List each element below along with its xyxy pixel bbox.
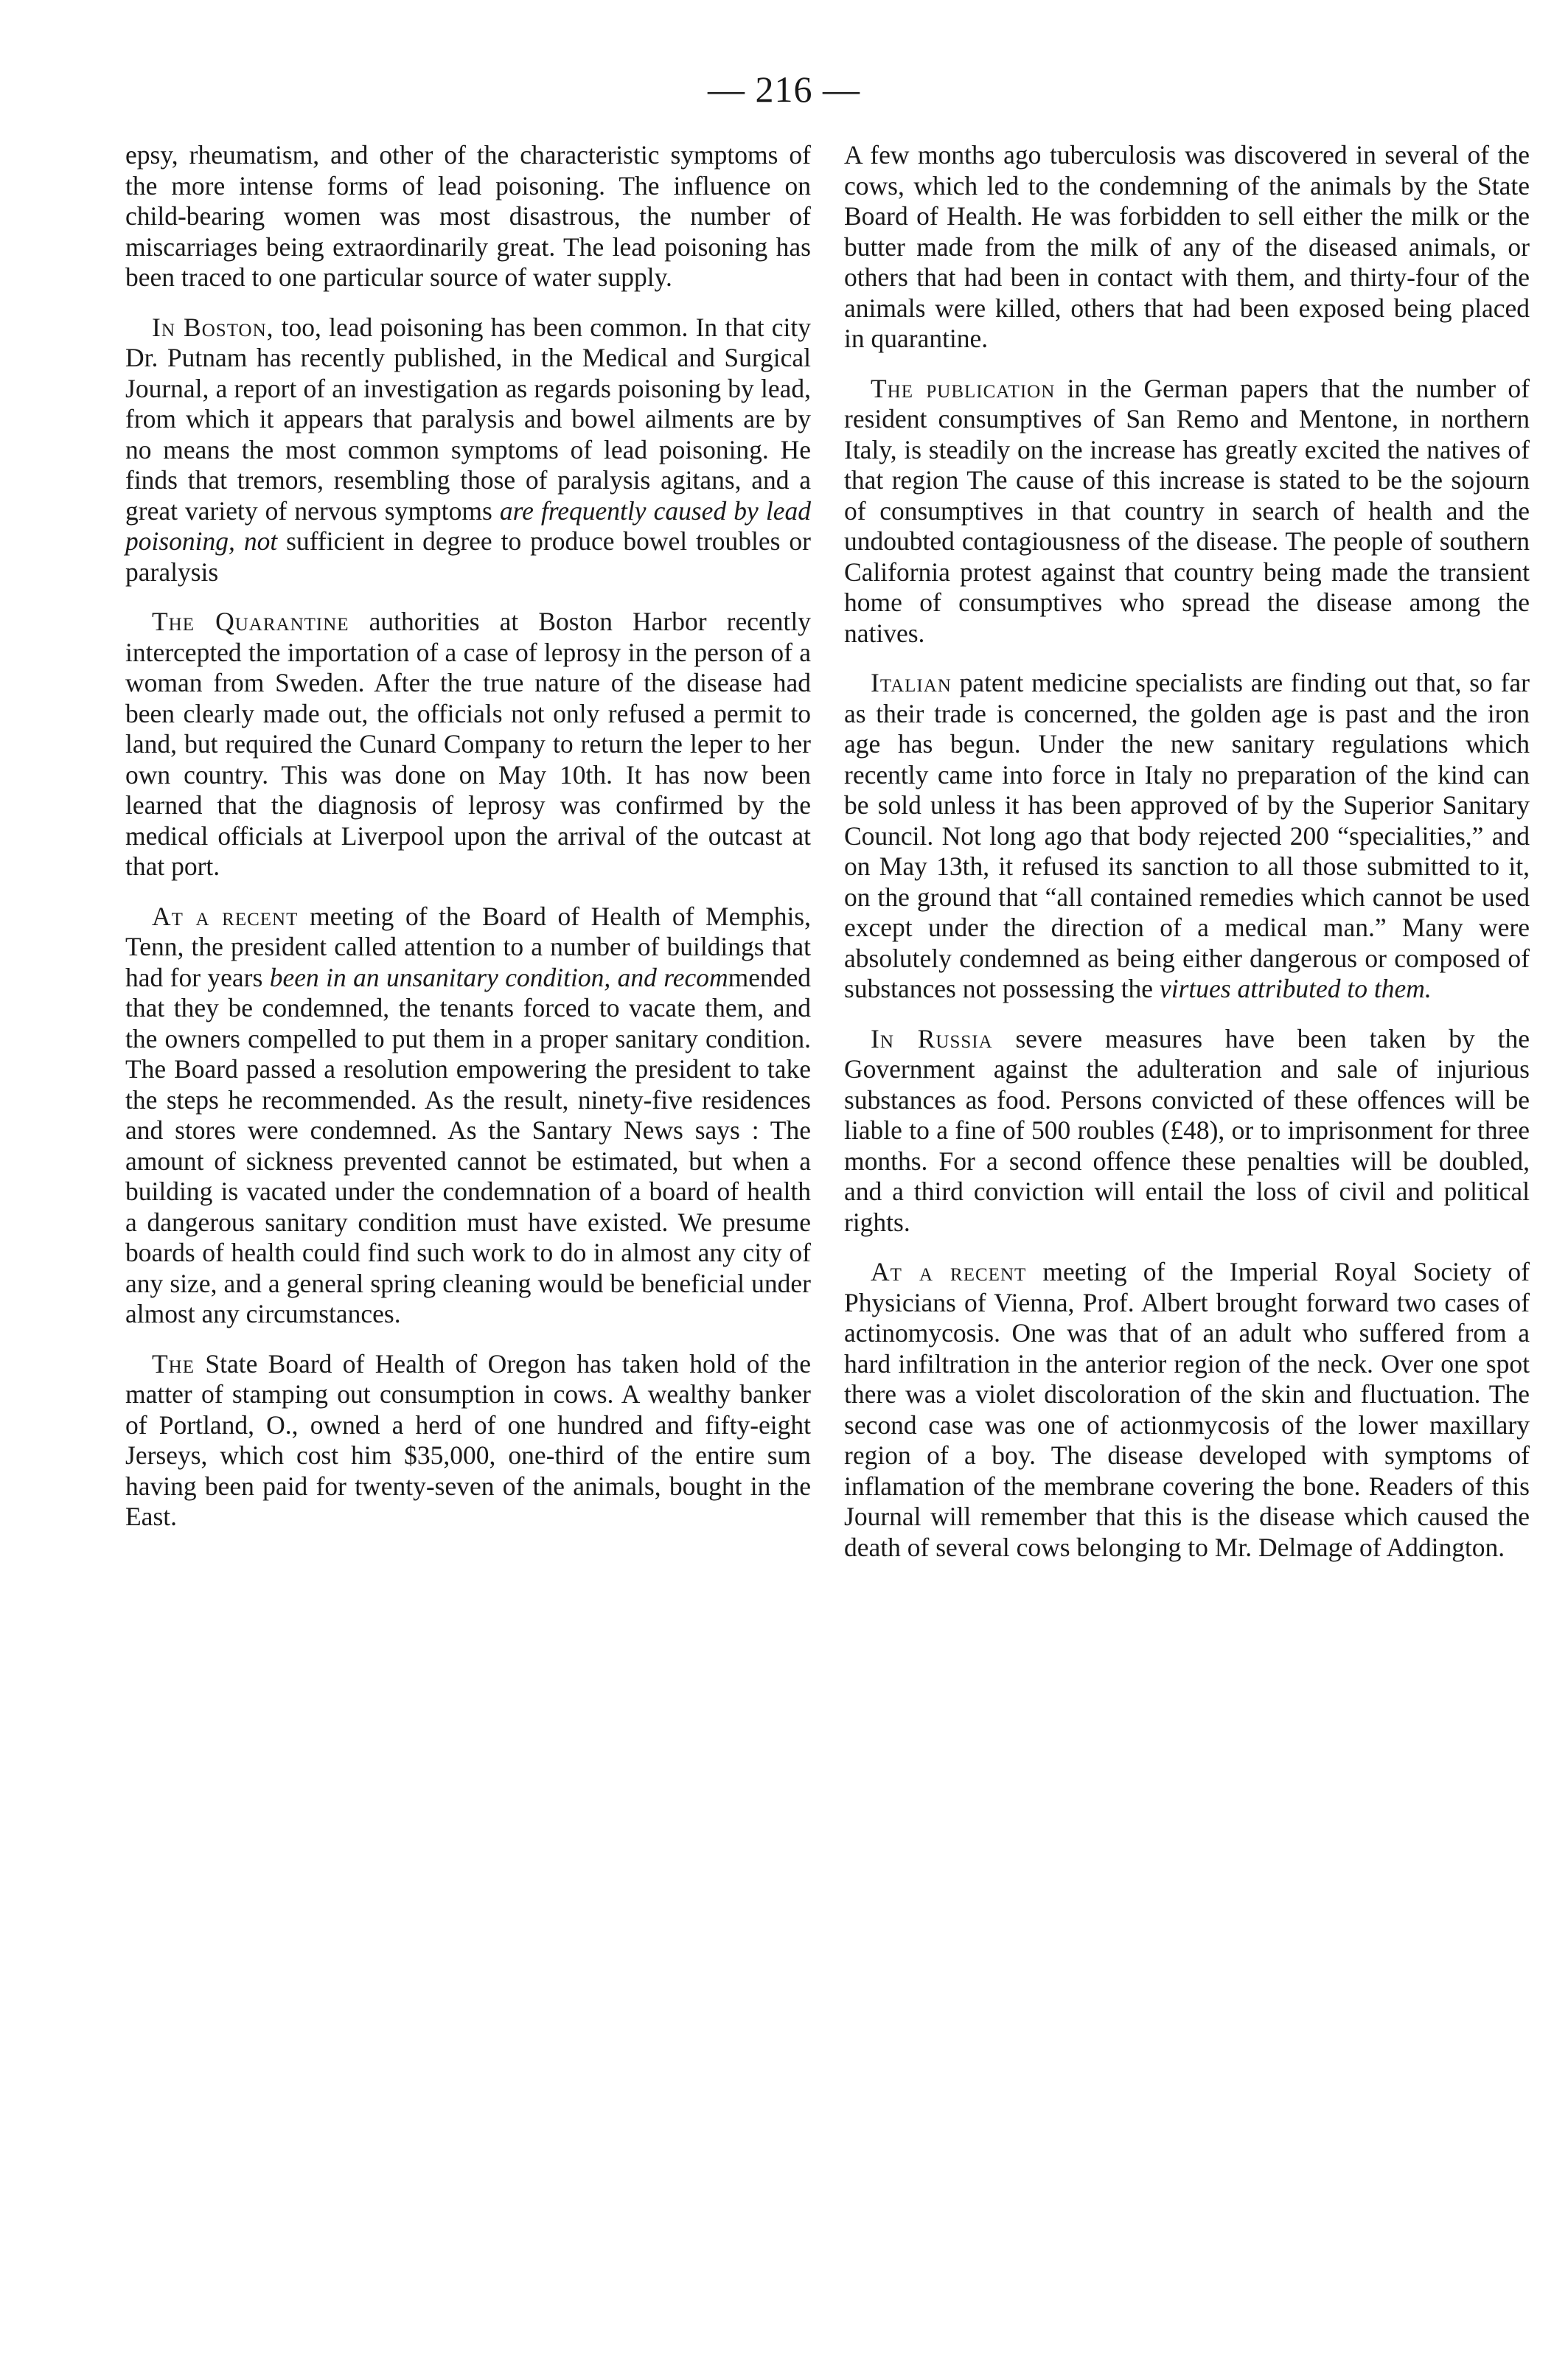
paragraph-text-after: mended that they be condemned, the tenants forced to vacate them, and the owners compelled to put them in a proper sanitary condition. The Board passed a resolution empowering the president to take the steps he recommended. As the result, ninety-five residences and stores were condemned. As the Santary News says : The amount of sickness prevented cannot be estimated, but when a building is vacated under the condemnation of a board of health a dangerous sanitary condition must have existed. We presume boards of health could find such work to do in almost any city of any size, and a general spring cleaning would be beneficial under almost any circumstances. (125, 962, 811, 1328)
paragraph-italic: are frequently caused by lead poisoning, not (125, 495, 811, 556)
paragraph-lead: In Russia (871, 1023, 993, 1053)
paragraph (125, 1349, 811, 1533)
paragraph-lead: Italian (871, 668, 952, 697)
paragraph-text: patent medicine specialists are finding out that, so far as their trade is concerned, the golden age is past and the iron age has begun. Under the new sanitary regulations which recently came into force in Italy no preparation of the kind can be sold unless it has been approved of by the Superior Sanitary Council. Not long ago that body rejected 200 “specialities,” and on May 13th, it refused its sanction to all those submitted to it, on the ground that “all contained remedies which cannot be used except under the direction of a medical man.” Many were absolutely condemned as being either dangerous or composed of substances not possessing the (844, 668, 1530, 1003)
paragraph (125, 607, 811, 882)
paragraph-text: in the German papers that the number of resident consumptives of San Remo and Mentone, in northern Italy, is steadily on the increase has greatly excited the natives of that region The cause of this increase is stated to be the sojourn of consumptives in that country in search of health and the undoubted contagiousness of the disease. The people of southern California protest against that country being made the transient home of consumptives who spread the disease among the natives. (844, 373, 1530, 648)
paragraph-lead: The (152, 1348, 195, 1379)
paragraph-text: epsy, rheumatism, and other of the characteristic symptoms of the more intense forms of lead poisoning. The influence on child-bearing women was most disastrous, the number of miscarriages being extraordinarily great. The lead poisoning has been traced to one particular source of water supply. (125, 140, 811, 292)
paragraph (125, 313, 811, 588)
paragraph-italic: virtues attributed to them. (1159, 974, 1432, 1003)
paragraph-lead: The Quarantine (152, 607, 349, 636)
page-number: — 216 — (708, 69, 860, 110)
paragraph-lead: At a recent (871, 1257, 1027, 1286)
paragraph-text: State Board of Health of Oregon has taken hold of the matter of stamping out consumption in cows. A wealthy banker of Portland, O., owned a herd of one hundred and fifty-eight Jerseys, which cost him $35,000, one-third of the entire sum having been paid for twenty-seven of the animals, bought in the East. (125, 1348, 811, 1531)
paragraph-lead: At a recent (152, 901, 299, 931)
paragraph-italic: been in an unsanitary condition, and recom (269, 962, 728, 992)
paragraph-text: meeting of the Board of Health of Memphis, Tenn, the president called attention to a number of buildings that had for years (125, 901, 811, 992)
left-column (125, 140, 811, 1552)
paragraph (844, 1024, 1530, 1238)
paragraph-text: authorities at Boston Harbor recently intercepted the importation of a case of leprosy in the person of a woman from Sweden. After the true nature of the disease had been clearly made out, the officials not only refused a permit to land, but required the Cunard Company to return the leper to her own country. This was done on May 10th. It has now been learned that the diagnosis of leprosy was confirmed by the medical officials at Liverpool upon the arrival of the outcast at that port. (125, 607, 811, 881)
paragraph (844, 374, 1530, 649)
paragraph (125, 902, 811, 1330)
paragraph-text-after: sufficient in degree to produce bowel troubles or paralysis (125, 526, 811, 587)
paragraph-text: severe measures have been taken by the Government against the adulteration and sale of injurious substances as food. Persons convicted of these offences will be liable to a fine of 500 roubles (£48), or to imprisonment for three months. For a second offence these penalties will be doubled, and a third conviction will entail the loss of civil and political rights. (844, 1023, 1530, 1237)
paragraph (844, 668, 1530, 1005)
paragraph-text: too, lead poisoning has been common. In that city Dr. Putnam has recently published, in the Medical and Surgical Journal, a report of an investigation as regards poisoning by lead, from which it appears that paralysis and bowel ailments are by no means the most common symptoms of lead poisoning. He finds that tremors, resembling those of paralysis agitans, and a great variety of nervous symptoms (125, 312, 811, 526)
paragraph (844, 140, 1530, 355)
paragraph-lead: In Boston, (152, 312, 274, 342)
paragraph-text: meeting of the Imperial Royal Society of Physicians of Vienna, Prof. Albert brought forward two cases of actinomycosis. One was that of an adult who suffered from a hard infiltration in the anterior region of the neck. Over one spot there was a violet discoloration of the skin and fluctuation. The second case was one of actionmycosis of the lower maxillary region of a boy. The disease developed with symptoms of inflamation of the membrane covering the bone. Readers of this Journal will remember that this is the disease which caused the death of several cows belonging to Mr. Delmage of Addington. (844, 1257, 1530, 1562)
paragraph-text: A few months ago tuberculosis was discovered in several of the cows, which led to the condemning of the animals by the State Board of Health. He was forbidden to sell either the milk or the butter made from the milk of any of the diseased animals, or others that had been in contact with them, and thirty-four of the animals were killed, others that had been exposed being placed in quarantine. (844, 140, 1530, 353)
paragraph (844, 1257, 1530, 1563)
paragraph (125, 140, 811, 293)
paragraph-lead: The publication (871, 373, 1056, 403)
right-column (844, 140, 1530, 1582)
